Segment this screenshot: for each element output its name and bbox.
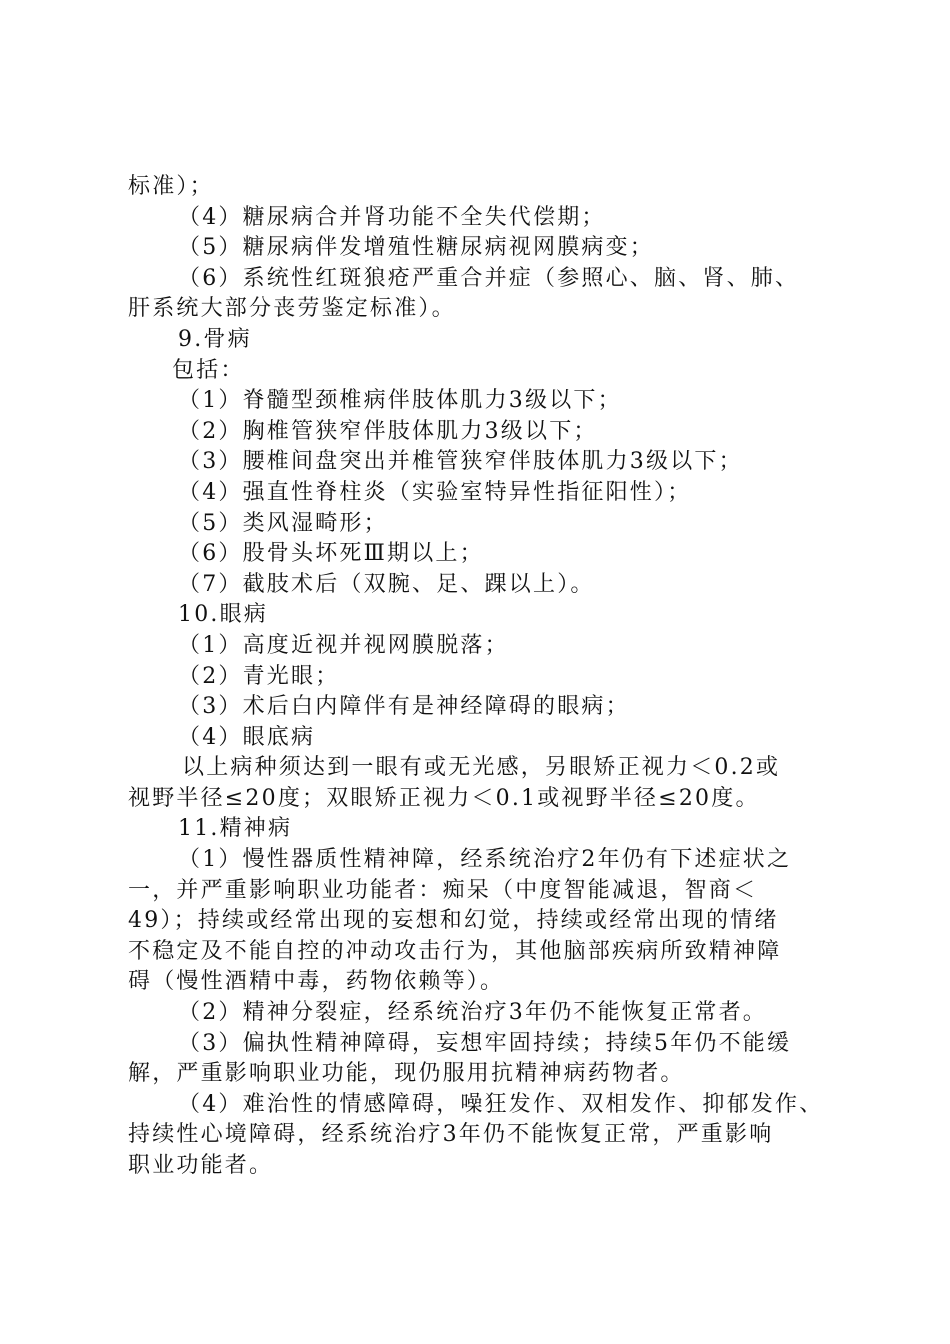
- text-line: 包括：: [172, 357, 245, 383]
- section-heading: 9.骨病: [178, 326, 252, 352]
- list-item: （1）脊髓型颈椎病伴肢体肌力3级以下；: [178, 388, 622, 414]
- text-line: 以上病种须达到一眼有或无光感，另眼矫正视力＜0.2或: [182, 755, 781, 781]
- text-line: 肝系统大部分丧劳鉴定标准）。: [128, 296, 456, 322]
- list-item: （5）类风湿畸形；: [178, 510, 388, 536]
- list-item: （1）高度近视并视网膜脱落；: [178, 632, 509, 658]
- list-item: （6）股骨头坏死Ⅲ期以上；: [178, 541, 484, 567]
- text-line: 49）；持续或经常出现的妄想和幻觉，持续或经常出现的情绪: [128, 908, 779, 934]
- list-item: （2）精神分裂症，经系统治疗3年仍不能恢复正常者。: [178, 1000, 767, 1026]
- list-item: （3）腰椎间盘突出并椎管狭窄伴肢体肌力3级以下；: [178, 449, 743, 475]
- text-line: 视野半径≤20度；双眼矫正视力＜0.1或视野半径≤20度。: [128, 785, 760, 811]
- list-item: （4）眼底病: [178, 724, 316, 750]
- text-line: 一，并严重影响职业功能者：痴呆（中度智能减退，智商＜: [128, 877, 758, 903]
- text-line: 标准）；: [128, 174, 214, 199]
- text-line: 碍（慢性酒精中毒，药物依赖等）。: [128, 969, 505, 995]
- text-line: 职业功能者。: [128, 1153, 274, 1178]
- text-line: （4）糖尿病合并肾功能不全失代偿期；: [178, 204, 606, 230]
- list-item: （4）难治性的情感障碍，噪狂发作、双相发作、抑郁发作、: [178, 1091, 824, 1117]
- list-item: （2）胸椎管狭窄伴肢体肌力3级以下；: [178, 418, 598, 444]
- list-item: （2）青光眼；: [178, 663, 340, 689]
- list-item: （7）截肢术后（双腕、足、踝以上）。: [178, 571, 595, 597]
- list-item: （3）偏执性精神障碍，妄想牢固持续；持续5年仍不能缓: [178, 1030, 792, 1056]
- text-line: 解，严重影响职业功能，现仍服用抗精神病药物者。: [128, 1061, 685, 1087]
- text-line: （5）糖尿病伴发增殖性糖尿病视网膜病变；: [178, 235, 654, 261]
- text-line: 持续性心境障碍，经系统治疗3年仍不能恢复正常，严重影响: [128, 1122, 774, 1148]
- section-heading: 11.精神病: [178, 816, 293, 842]
- list-item: （1）慢性器质性精神障，经系统治疗2年仍有下述症状之: [178, 847, 792, 873]
- section-heading: 10.眼病: [178, 602, 268, 628]
- list-item: （3）术后白内障伴有是神经障碍的眼病；: [178, 694, 630, 720]
- list-item: （4）强直性脊柱炎（实验室特异性指征阳性）；: [178, 479, 692, 505]
- text-line: 不稳定及不能自控的冲动攻击行为，其他脑部疾病所致精神障: [128, 938, 782, 964]
- text-line: （6）系统性红斑狼疮严重合并症（参照心、脑、肾、肺、: [178, 265, 800, 291]
- document-page: [128, 172, 838, 1182]
